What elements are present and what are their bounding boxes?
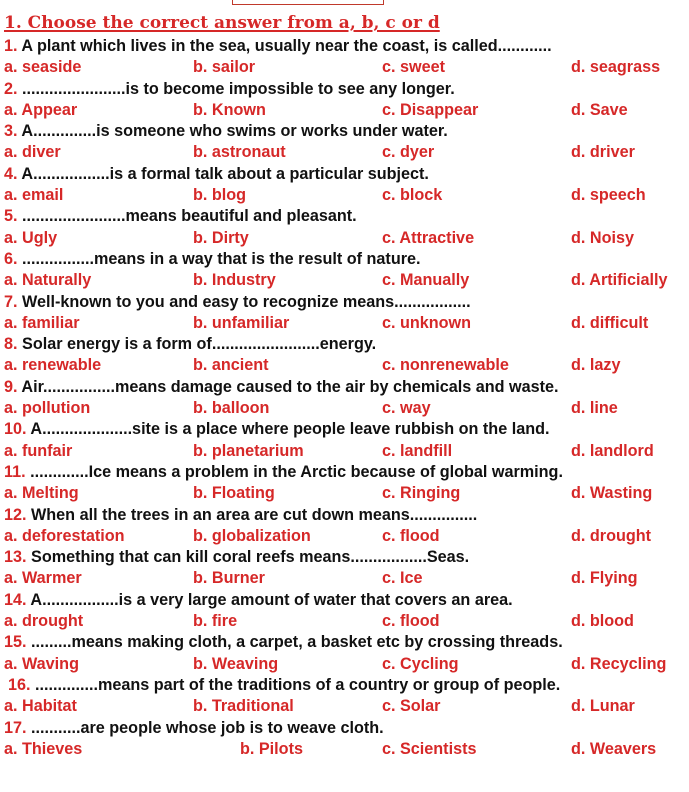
answer-option-b[interactable]: b. balloon	[193, 399, 270, 418]
question-6	[0, 249, 689, 270]
question-text: .........means making cloth, a carpet, a basket etc by crossing threads.	[31, 633, 563, 652]
question-5	[0, 206, 689, 227]
question-4	[0, 164, 689, 185]
question-text: Air................means damage caused to the air by chemicals and waste.	[21, 377, 559, 396]
answer-option-d[interactable]: d. speech	[571, 186, 646, 205]
answer-option-c[interactable]: c. Ice	[382, 569, 423, 588]
answer-option-a[interactable]: a. seaside	[4, 58, 82, 77]
options-row-4	[0, 185, 689, 206]
question-text: .......................is to become impossible to see any longer.	[22, 79, 455, 98]
question-number: 7.	[4, 292, 18, 311]
options-row-17	[0, 739, 689, 760]
question-text: When all the trees in an area are cut down means...............	[31, 505, 478, 524]
options-row-13	[0, 568, 689, 589]
answer-option-d[interactable]: d. lazy	[571, 356, 621, 375]
answer-option-d[interactable]: d. Artificially	[571, 271, 668, 290]
question-17	[0, 718, 689, 739]
answer-option-b[interactable]: b. astronaut	[193, 143, 286, 162]
question-number: 6.	[4, 249, 18, 268]
answer-option-b[interactable]: b. unfamiliar	[193, 313, 290, 332]
question-number: 9.	[4, 377, 18, 396]
question-text: Solar energy is a form of........................energy.	[22, 335, 377, 354]
options-row-3	[0, 142, 689, 163]
question-15	[0, 632, 689, 653]
answer-option-c[interactable]: c. Ringing	[382, 484, 461, 503]
question-11	[0, 462, 689, 483]
answer-option-d[interactable]: d. Noisy	[571, 228, 634, 247]
answer-option-c[interactable]: c. unknown	[382, 313, 472, 332]
answer-option-a[interactable]: a. Ugly	[4, 228, 58, 247]
answer-option-b[interactable]: b. planetarium	[193, 441, 304, 460]
question-number: 1.	[4, 37, 18, 55]
question-text: ..............means part of the traditions of a country or group of people.	[35, 675, 561, 694]
answer-option-c[interactable]: c. Cycling	[382, 654, 459, 673]
options-row-9	[0, 398, 689, 419]
answer-option-b[interactable]: b. Traditional	[193, 697, 294, 716]
answer-option-d[interactable]: d. blood	[571, 612, 634, 631]
answer-option-a[interactable]: a. pollution	[4, 399, 91, 418]
answer-option-a[interactable]: a. drought	[4, 612, 84, 631]
answer-option-a[interactable]: a. funfair	[4, 441, 73, 460]
answer-option-b[interactable]: b. Weaving	[193, 654, 279, 673]
question-number: 3.	[4, 122, 18, 141]
answer-option-d[interactable]: d. Wasting	[571, 484, 653, 503]
answer-option-c[interactable]: c. landfill	[382, 441, 453, 460]
question-list	[0, 36, 689, 760]
options-row-5	[0, 228, 689, 249]
question-number: 17.	[4, 718, 27, 737]
answer-option-d[interactable]: d. landlord	[571, 441, 654, 460]
answer-option-c[interactable]: c. Disappear	[382, 100, 479, 119]
answer-option-d[interactable]: d. Recycling	[571, 654, 667, 673]
answer-option-a[interactable]: a. Habitat	[4, 697, 77, 716]
question-10	[0, 419, 689, 440]
options-row-10	[0, 441, 689, 462]
question-number: 8.	[4, 335, 18, 354]
top-decorative-bar	[232, 0, 384, 5]
options-row-2	[0, 100, 689, 121]
answer-option-b[interactable]: b. Industry	[193, 271, 276, 290]
question-text: A.................is a formal talk about a particular subject.	[21, 164, 429, 183]
answer-option-b[interactable]: b. Dirty	[193, 228, 249, 247]
question-12	[0, 505, 689, 526]
question-number: 13.	[4, 548, 27, 567]
answer-option-a[interactable]: a. renewable	[4, 356, 102, 375]
answer-option-a[interactable]: a. Naturally	[4, 271, 92, 290]
question-text: ...........are people whose job is to weave cloth.	[31, 718, 384, 737]
answer-option-c[interactable]: c. flood	[382, 612, 440, 631]
options-row-6	[0, 270, 689, 291]
question-text: A..............is someone who swims or works under water.	[21, 122, 448, 141]
answer-option-d[interactable]: d. Save	[571, 100, 628, 119]
options-row-15	[0, 654, 689, 675]
answer-option-c[interactable]: c. block	[382, 186, 443, 205]
question-number: 5.	[4, 207, 18, 226]
question-number: 12.	[4, 505, 27, 524]
answer-option-a[interactable]: a. diver	[4, 143, 61, 162]
question-number: 16.	[8, 675, 31, 694]
question-text: A plant which lives in the sea, usually near the coast, is called............	[21, 37, 552, 55]
options-row-7	[0, 313, 689, 334]
question-9	[0, 377, 689, 398]
answer-option-c[interactable]: c. Manually	[382, 271, 470, 290]
answer-option-b[interactable]: b. ancient	[193, 356, 269, 375]
answer-option-d[interactable]: d. Weavers	[571, 739, 657, 758]
options-row-16	[0, 696, 689, 717]
answer-option-d[interactable]: d. Flying	[571, 569, 638, 588]
question-2	[0, 79, 689, 100]
answer-option-c[interactable]: c. flood	[382, 526, 440, 545]
answer-option-c[interactable]: c. way	[382, 399, 431, 418]
answer-option-a[interactable]: a. Waving	[4, 654, 79, 673]
question-number: 14.	[4, 590, 27, 609]
answer-option-d[interactable]: d. Lunar	[571, 697, 635, 716]
options-row-14	[0, 611, 689, 632]
answer-option-c[interactable]: c. Solar	[382, 697, 441, 716]
options-row-11	[0, 483, 689, 504]
answer-option-a[interactable]: a. Appear	[4, 100, 78, 119]
question-1	[0, 36, 689, 57]
answer-option-c[interactable]: c. nonrenewable	[382, 356, 509, 375]
exercise-title: 1. Choose the correct answer from a, b, c or d	[4, 13, 440, 33]
answer-option-c[interactable]: c. Attractive	[382, 228, 475, 247]
answer-option-a[interactable]: a. Warmer	[4, 569, 82, 588]
answer-option-c[interactable]: c. Scientists	[382, 739, 477, 758]
question-7	[0, 292, 689, 313]
answer-option-d[interactable]: d. seagrass	[571, 58, 661, 77]
answer-option-b[interactable]: b. Floating	[193, 484, 275, 503]
question-8	[0, 334, 689, 355]
question-text: Well-known to you and easy to recognize means.................	[22, 292, 471, 311]
answer-option-b[interactable]: b. Burner	[193, 569, 265, 588]
answer-option-a[interactable]: a. email	[4, 186, 64, 205]
answer-option-b[interactable]: b. fire	[193, 612, 238, 631]
answer-option-a[interactable]: a. deforestation	[4, 526, 125, 545]
answer-option-c[interactable]: c. sweet	[382, 58, 445, 77]
options-row-1	[0, 57, 689, 78]
answer-option-c[interactable]: c. dyer	[382, 143, 435, 162]
answer-option-d[interactable]: d. drought	[571, 526, 652, 545]
question-text: .............Ice means a problem in the Arctic because of global warming.	[30, 462, 563, 481]
question-number: 10.	[4, 420, 27, 439]
answer-option-d[interactable]: d. difficult	[571, 313, 649, 332]
question-text: Something that can kill coral reefs means.................Seas.	[31, 548, 470, 567]
question-text: .......................means beautiful and pleasant.	[22, 207, 357, 226]
answer-option-a[interactable]: a. Melting	[4, 484, 79, 503]
question-text: A....................site is a place where people leave rubbish on the land.	[30, 420, 550, 439]
question-16	[0, 675, 689, 696]
question-text: A.................is a very large amount of water that covers an area.	[30, 590, 513, 609]
answer-option-d[interactable]: d. driver	[571, 143, 635, 162]
answer-option-a[interactable]: a. familiar	[4, 313, 80, 332]
question-text: ................means in a way that is the result of nature.	[22, 249, 421, 268]
answer-option-b[interactable]: b. globalization	[193, 526, 311, 545]
answer-option-b[interactable]: b. blog	[193, 186, 247, 205]
question-3	[0, 121, 689, 142]
question-13	[0, 547, 689, 568]
answer-option-b[interactable]: b. Pilots	[240, 739, 303, 758]
question-14	[0, 590, 689, 611]
question-number: 2.	[4, 79, 18, 98]
question-number: 11.	[4, 462, 26, 481]
answer-option-b[interactable]: b. Known	[193, 100, 266, 119]
question-number: 15.	[4, 633, 27, 652]
options-row-8	[0, 355, 689, 376]
question-number: 4.	[4, 164, 18, 183]
options-row-12	[0, 526, 689, 547]
answer-option-b[interactable]: b. sailor	[193, 58, 256, 77]
answer-option-d[interactable]: d. line	[571, 399, 618, 418]
answer-option-a[interactable]: a. Thieves	[4, 739, 83, 758]
